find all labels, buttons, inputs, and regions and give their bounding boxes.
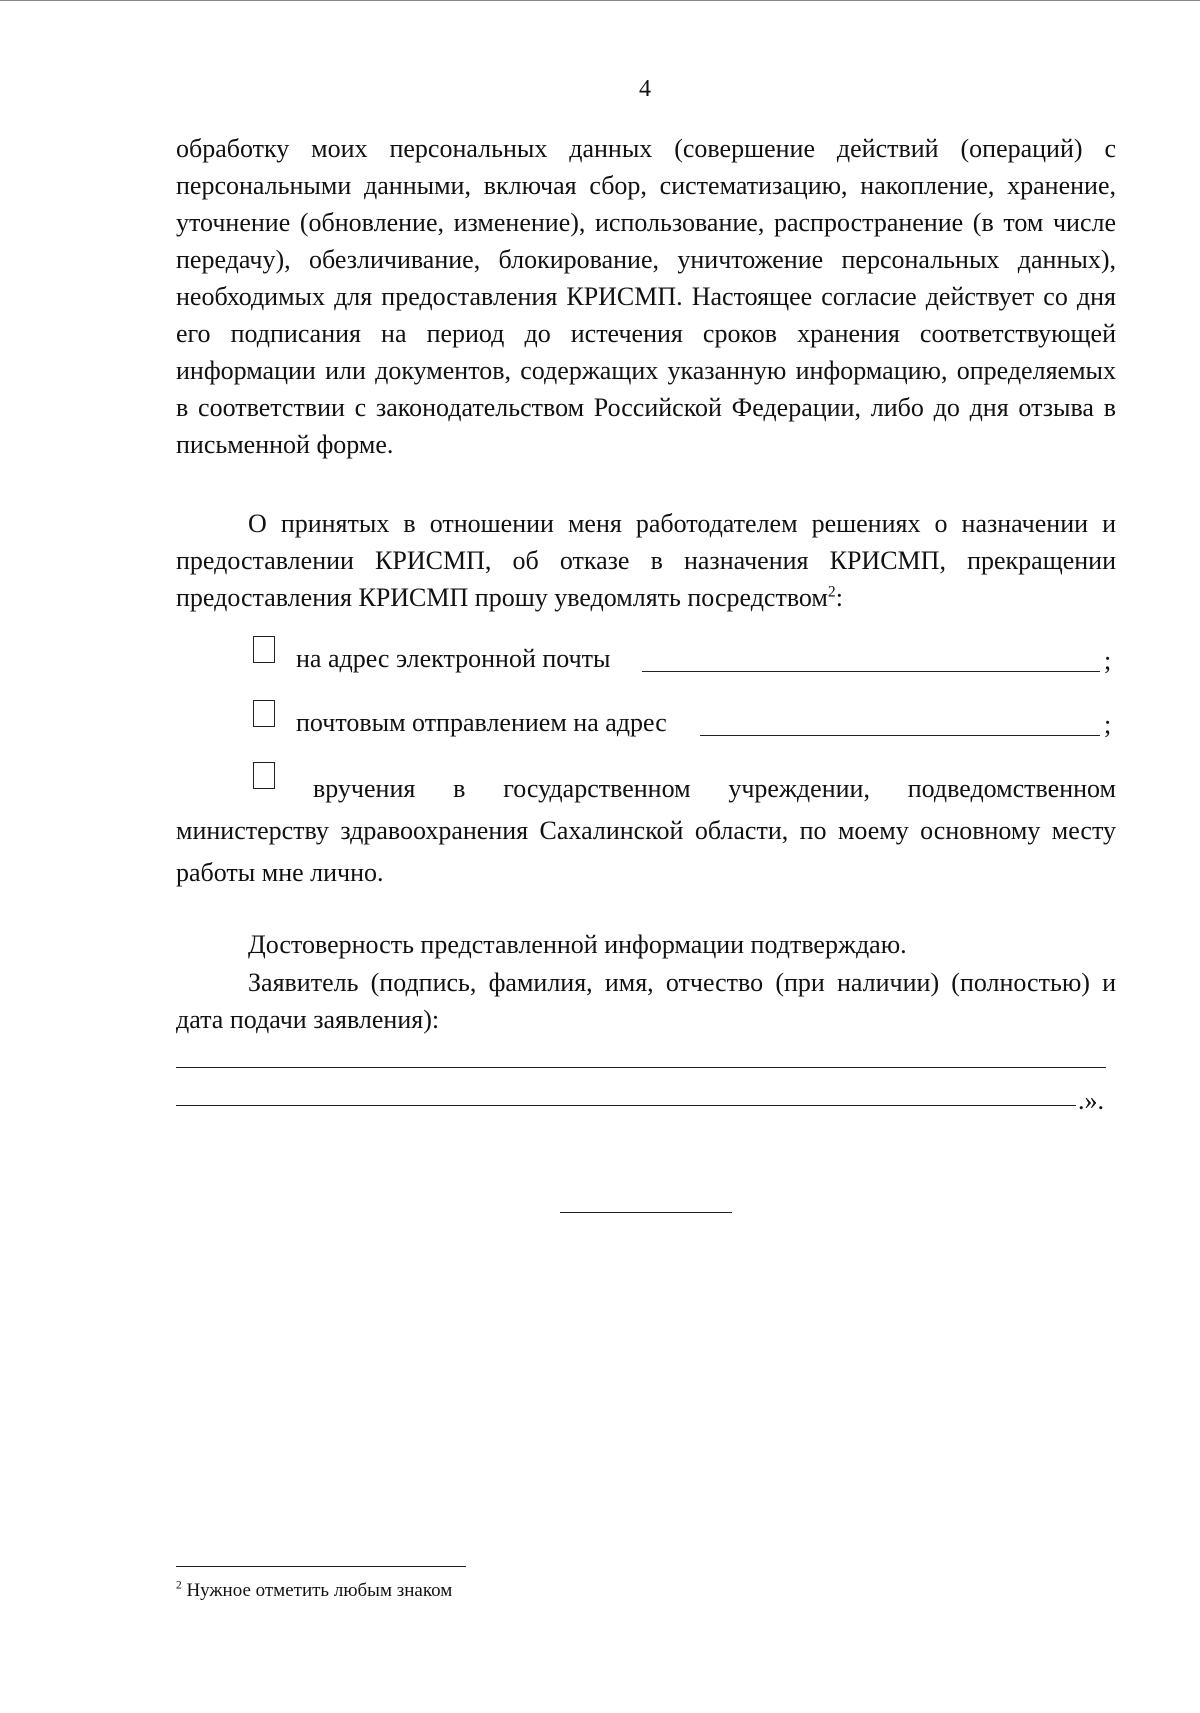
page-number: 4 [639, 76, 651, 102]
email-option-label: на адрес электронной почты [296, 644, 611, 673]
notify-paragraph-text: О принятых в отношении меня работодателем решениях о назначении и предоставлении КРИСМП, об отказе в назначения КРИСМП, прекращении предоставления КРИСМП прошу уведомлять посредством [176, 509, 1116, 612]
confirmation-statement: Достоверность представленной информации подтверждаю. [248, 930, 907, 959]
signature-line-1[interactable] [176, 1067, 1106, 1068]
footnote-text: Нужное отметить любым знаком [186, 1580, 453, 1601]
footnote-mark: 2 [176, 1579, 182, 1592]
page-top-edge [0, 0, 1200, 1]
post-option-semicolon: ; [1104, 710, 1112, 739]
notify-paragraph [176, 505, 1116, 616]
email-option-semicolon: ; [1104, 646, 1112, 675]
signature-line-2[interactable] [176, 1105, 1076, 1106]
footnote [176, 1578, 452, 1604]
postal-address-field[interactable] [700, 735, 1100, 736]
email-option-checkbox[interactable] [253, 636, 275, 663]
post-option-checkbox[interactable] [253, 700, 275, 727]
post-option-label: почтовым отправлением на адрес [296, 708, 667, 737]
email-address-field[interactable] [642, 671, 1100, 672]
hand-delivery-option-text: вручения в государственном учреждении, подведомственном министерству здравоохранения Сахалинской области, по моему основному месту работы мне лично. [176, 774, 1116, 887]
consent-paragraph: обработку моих персональных данных (совершение действий (операций) с персональными данными, включая сбор, систематизацию, накопление, хранение, уточнение (обновление, изменение), использование, распространение (в том числе передачу), обезличивание, блокирование, уничтожение персональных данных), необходимых для предоставления КРИСМП. Настоящее согласие действует со дня его подписания на период до истечения сроков хранения соответствующей информации или документов, содержащих указанную информацию, определяемых в соответствии с законодательством Российской Федерации, либо до дня отзыва в письменной форме. [176, 134, 1116, 459]
applicant-statement: Заявитель (подпись, фамилия, имя, отчество (при наличии) (полностью) и дата подачи заявления): [176, 968, 1116, 1034]
signature-closing-quote: .». [1078, 1086, 1104, 1115]
notify-colon: : [835, 583, 843, 612]
footnote-rule [176, 1566, 466, 1567]
section-divider [560, 1212, 732, 1213]
footnote-reference: 2 [827, 583, 836, 601]
